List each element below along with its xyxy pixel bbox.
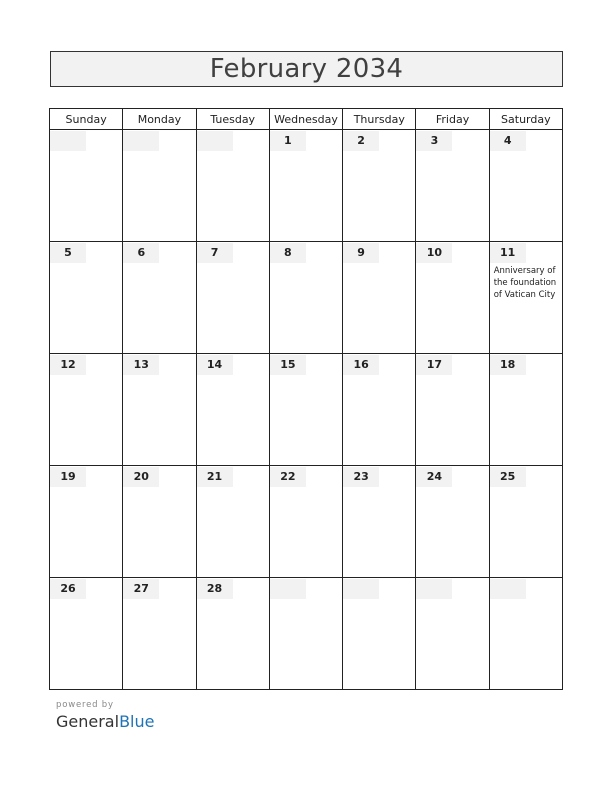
weekday-sunday: Sunday (50, 109, 123, 130)
weekday-saturday: Saturday (489, 109, 562, 130)
day-number: 11 (490, 243, 526, 263)
week-row-5 (50, 578, 563, 690)
day-number (197, 131, 233, 151)
day-cell (416, 130, 489, 242)
day-number: 4 (490, 131, 526, 151)
day-cell (196, 354, 269, 466)
calendar-grid (49, 108, 563, 690)
day-cell (416, 242, 489, 354)
powered-by-text: powered by (56, 700, 114, 710)
day-number (416, 579, 452, 599)
day-cell (489, 578, 562, 690)
day-number (123, 131, 159, 151)
day-cell (416, 578, 489, 690)
day-cell (489, 354, 562, 466)
day-number: 6 (123, 243, 159, 263)
brand-name-blue: Blue (119, 712, 155, 731)
day-number: 26 (50, 579, 86, 599)
day-cell (123, 578, 196, 690)
day-cell (196, 578, 269, 690)
day-cell (343, 354, 416, 466)
day-number: 23 (343, 467, 379, 487)
day-cell (343, 466, 416, 578)
day-cell (50, 242, 123, 354)
day-cell (489, 130, 562, 242)
day-cell (50, 578, 123, 690)
weekday-friday: Friday (416, 109, 489, 130)
week-row-2 (50, 242, 563, 354)
day-cell (196, 130, 269, 242)
weekday-monday: Monday (123, 109, 196, 130)
day-number: 7 (197, 243, 233, 263)
calendar-table (49, 108, 563, 690)
footer-branding (56, 700, 154, 731)
day-number: 15 (270, 355, 306, 375)
day-number (270, 579, 306, 599)
week-row-1 (50, 130, 563, 242)
month-title-box (50, 51, 563, 87)
month-title: February 2034 (209, 54, 404, 84)
day-cell (269, 578, 342, 690)
day-number (343, 579, 379, 599)
day-number: 19 (50, 467, 86, 487)
weekday-wednesday: Wednesday (269, 109, 342, 130)
day-cell (123, 466, 196, 578)
day-number: 10 (416, 243, 452, 263)
day-number: 27 (123, 579, 159, 599)
day-number: 25 (490, 467, 526, 487)
brand-logo[interactable] (56, 713, 154, 731)
day-number: 20 (123, 467, 159, 487)
day-cell (269, 466, 342, 578)
weekday-tuesday: Tuesday (196, 109, 269, 130)
day-cell (50, 354, 123, 466)
weekday-thursday: Thursday (343, 109, 416, 130)
day-cell (50, 466, 123, 578)
day-number: 17 (416, 355, 452, 375)
day-number: 1 (270, 131, 306, 151)
day-number: 24 (416, 467, 452, 487)
day-number: 12 (50, 355, 86, 375)
day-number: 16 (343, 355, 379, 375)
day-number: 2 (343, 131, 379, 151)
day-cell (489, 466, 562, 578)
day-number: 21 (197, 467, 233, 487)
day-number: 14 (197, 355, 233, 375)
day-cell (196, 466, 269, 578)
day-number: 3 (416, 131, 452, 151)
holiday-event: Anniversary of the foundation of Vatican City (493, 266, 557, 300)
day-number: 5 (50, 243, 86, 263)
day-number: 13 (123, 355, 159, 375)
week-row-4 (50, 466, 563, 578)
day-cell (123, 354, 196, 466)
day-cell (343, 578, 416, 690)
day-number: 18 (490, 355, 526, 375)
day-cell (269, 130, 342, 242)
day-cell (123, 130, 196, 242)
day-cell (416, 466, 489, 578)
day-number (50, 131, 86, 151)
day-number: 28 (197, 579, 233, 599)
day-cell (343, 242, 416, 354)
brand-name-general: General (56, 712, 120, 731)
day-number: 22 (270, 467, 306, 487)
day-number: 9 (343, 243, 379, 263)
day-cell (50, 130, 123, 242)
day-cell (489, 242, 562, 354)
day-number (490, 579, 526, 599)
day-number: 8 (270, 243, 306, 263)
day-cell (343, 130, 416, 242)
day-cell (269, 354, 342, 466)
day-cell (416, 354, 489, 466)
day-cell (123, 242, 196, 354)
day-cell (269, 242, 342, 354)
day-cell (196, 242, 269, 354)
week-row-3 (50, 354, 563, 466)
weekday-header-row (50, 109, 563, 130)
